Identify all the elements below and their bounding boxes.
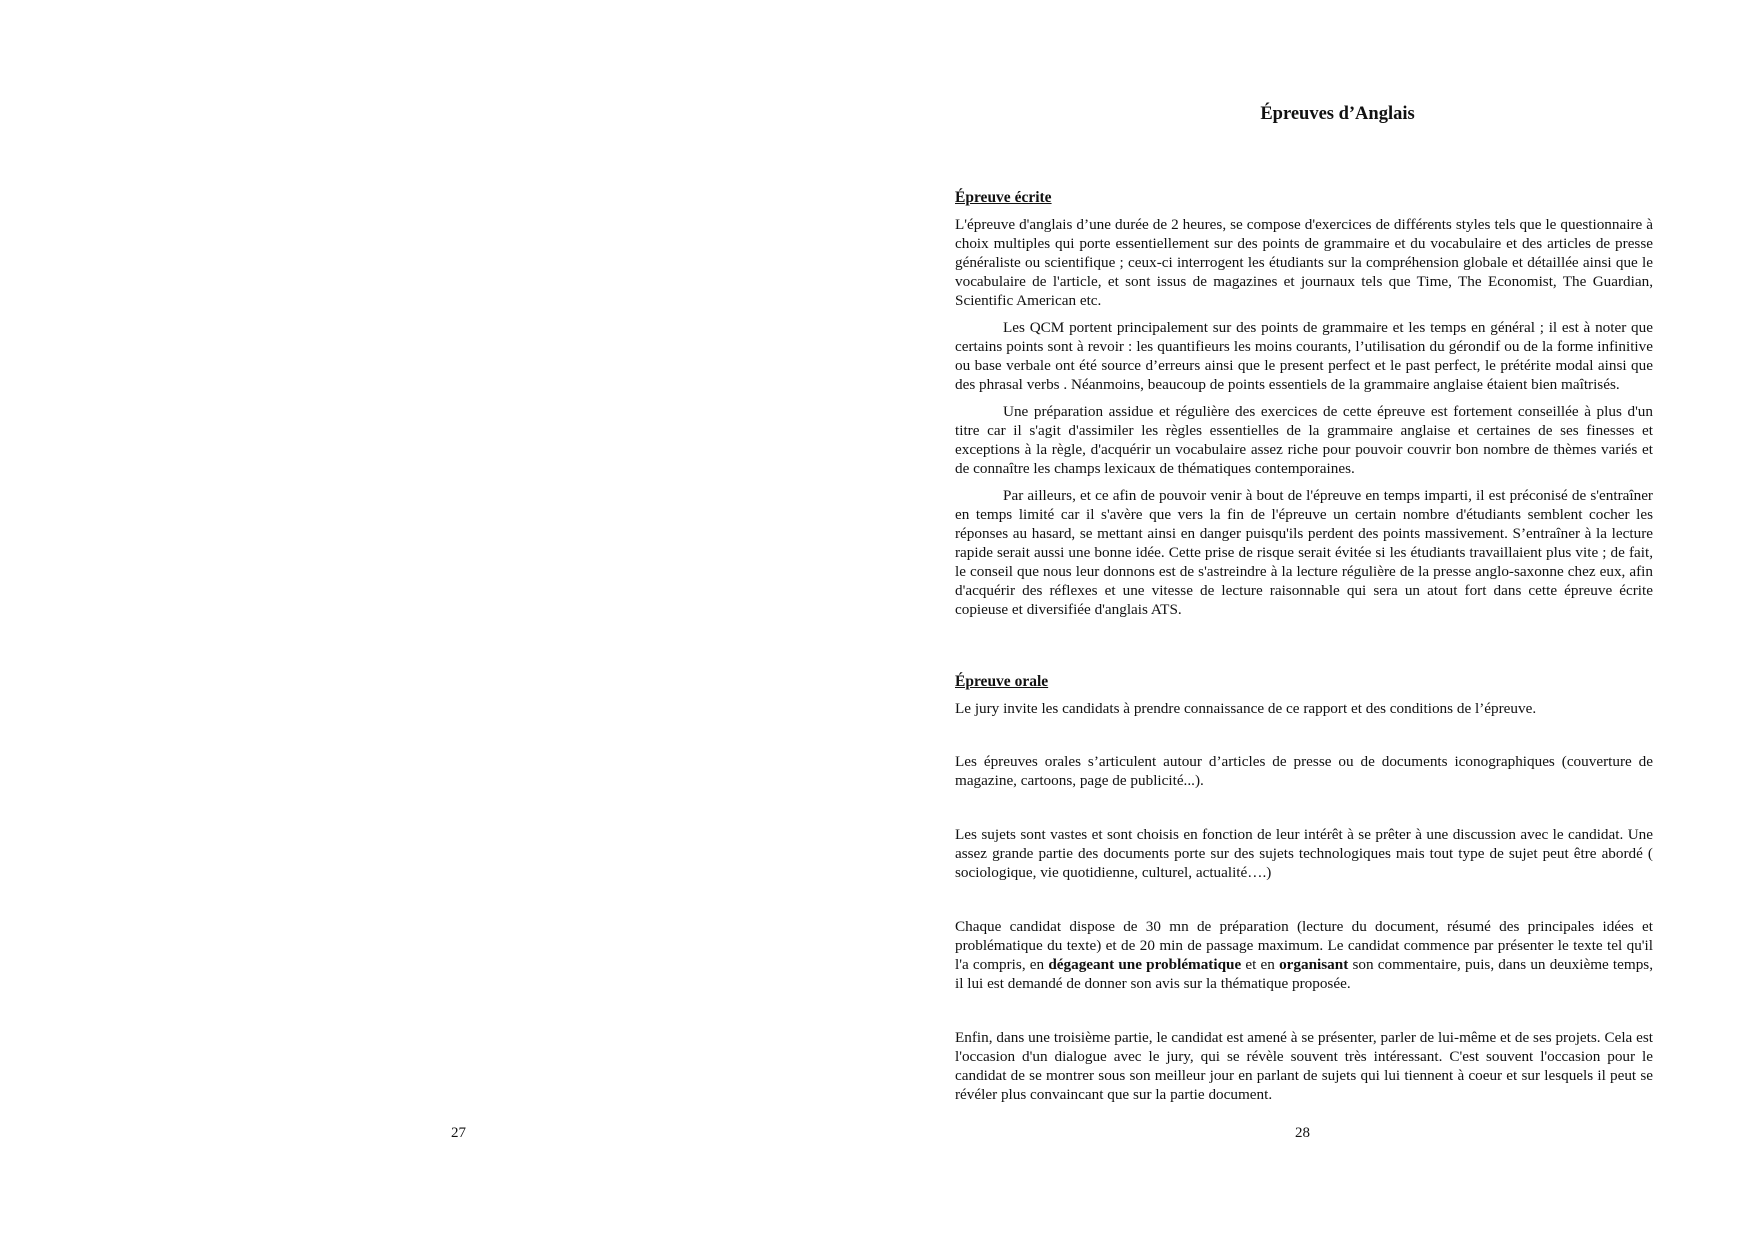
written-paragraph-1: L'épreuve d'anglais d’une durée de 2 heures, se compose d'exercices de différents styles tels que le questionnaire à choix multiples qui porte essentiellement sur des points de grammaire et du vocabulaire et des articles de presse généraliste ou scientifique ; ceux-ci interrogent les étudiants sur la compréhension globale et détaillée ainsi que le vocabulaire de l'article, et sont issus de magazines et journaux tels que Time, The Economist, The Guardian, Scientific American etc.: [955, 216, 1653, 309]
oral-exam-section: [955, 672, 1653, 1104]
oral-paragraph-4-text-1: Chaque candidat dispose de 30 mn de préparation (lecture du document, résumé des principales idées et problématique du texte) et de 20 min de passage maximum. Le candidat commence par présenter le texte tel qu'il l'a compris, en: [955, 918, 1653, 973]
right-page: [877, 0, 1754, 1240]
written-paragraph-2: Les QCM portent principalement sur des points de grammaire et les temps en général ; il est à noter que certains points sont à revoir : les quantifieurs les moins courants, l’utilisation du gérondif ou de la forme infinitive ou base verbale ont été source d’erreurs ainsi que le present perfect et le past perfect, le prétérite modal ainsi que des phrasal verbs . Néanmoins, beaucoup de points essentiels de la grammaire anglaise étaient bien maîtrisés.: [955, 319, 1653, 393]
page-number-left: 27: [451, 1125, 466, 1141]
written-exam-section: [955, 188, 1653, 627]
oral-paragraph-4-emphasis-1: dégageant une problématique: [1048, 956, 1242, 973]
page-title-text: Épreuves d’Anglais: [1260, 104, 1415, 124]
oral-paragraph-1: Le jury invite les candidats à prendre connaissance de ce rapport et des conditions de l’épreuve.: [955, 700, 1537, 717]
page-number-right: 28: [1295, 1125, 1310, 1141]
oral-paragraph-3: Les sujets sont vastes et sont choisis en fonction de leur intérêt à se prêter à une discussion avec le candidat. Une assez grande partie des documents porte sur des sujets technologiques mais tout type de sujet peut être abordé ( sociologique, vie quotidienne, culturel, actualité….): [955, 826, 1653, 881]
oral-paragraph-2: Les épreuves orales s’articulent autour d’articles de presse ou de documents iconographiques (couverture de magazine, cartoons, page de publicité...).: [955, 753, 1653, 789]
oral-paragraph-4-text-3: son commentaire, puis, dans un deuxième temps, il lui est demandé de donner son avis sur la thématique proposée.: [955, 956, 1654, 992]
oral-paragraph-5: Enfin, dans une troisième partie, le candidat est amené à se présenter, parler de lui-même et de ses projets. Cela est l'occasion d'un dialogue avec le jury, qui se révèle souvent très intéressant. C'est souvent l'occasion pour le candidat de se montrer sous son meilleur jour en parlant de sujets qui lui tiennent à coeur et sur lesquels il peut se révéler plus convaincant que sur la partie document.: [955, 1029, 1653, 1103]
written-exam-heading: Épreuve écrite: [955, 189, 1052, 206]
oral-paragraph-4-emphasis-2: organisant: [1279, 956, 1349, 973]
oral-exam-heading: Épreuve orale: [955, 673, 1049, 690]
written-paragraph-3: Une préparation assidue et régulière des exercices de cette épreuve est fortement conseillée à plus d'un titre car il s'agit d'assimiler les règles essentielles de la grammaire anglaise et certaines de ses finesses et exceptions à la règle, d'acquérir un vocabulaire assez riche pour pouvoir couvrir bon nombre de thèmes variés et de connaître les champs lexicaux de thématiques contemporaines.: [955, 403, 1653, 477]
page-title: [877, 102, 1754, 126]
oral-paragraph-4: [955, 917, 1653, 993]
oral-paragraph-4-text-2: et en: [1241, 956, 1280, 973]
written-paragraph-4: Par ailleurs, et ce afin de pouvoir venir à bout de l'épreuve en temps imparti, il est préconisé de s'entraîner en temps limité car il s'avère que vers la fin de l'épreuve un certain nombre d'étudiants semblent cocher les réponses au hasard, se mettant ainsi en danger puisqu'ils perdent des points massivement. S’entraîner à la lecture rapide serait aussi une bonne idée. Cette prise de risque serait évitée si les étudiants travaillaient plus vite ; de fait, le conseil que nous leur donnons est de s'astreindre à la lecture régulière de la presse anglo-saxonne chez eux, afin d'acquérir des réflexes et une vitesse de lecture raisonnable qui sera un atout fort dans cette épreuve écrite copieuse et diversifiée d'anglais ATS.: [955, 487, 1653, 618]
